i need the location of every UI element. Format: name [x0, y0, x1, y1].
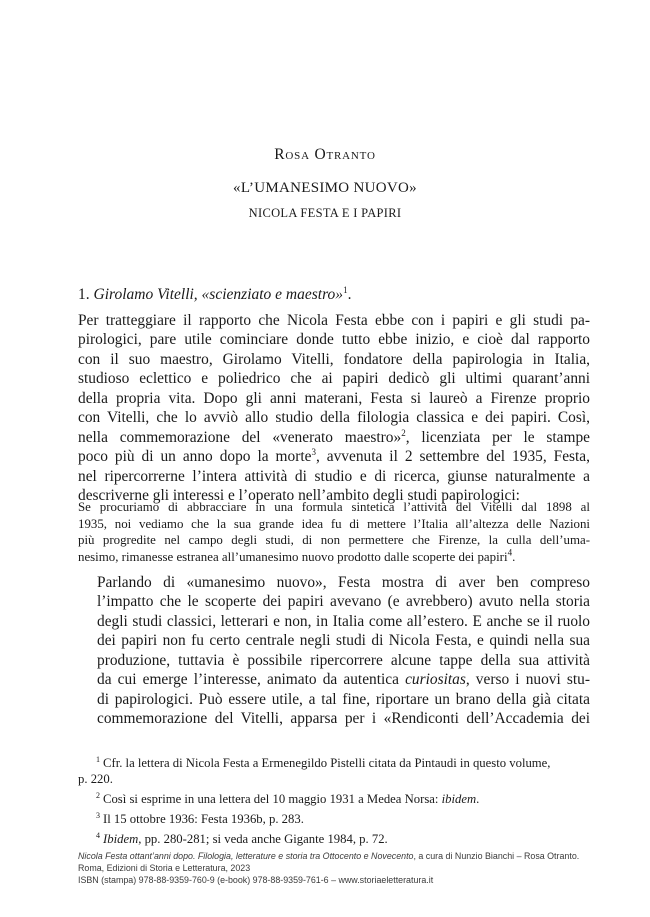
footnote-continuation: p. 220.: [78, 772, 113, 787]
text-line: produzione, tuttavia è possibile ripercorrere alcune tappe della sua attività: [97, 651, 590, 669]
footnote-number: 3: [96, 811, 100, 821]
book-editors: , a cura di Nunzio Bianchi – Rosa Otranto.: [413, 851, 580, 861]
footnote-ref[interactable]: 2: [401, 427, 406, 438]
footnote-ref[interactable]: 1: [343, 284, 348, 295]
text-line: [78, 447, 590, 466]
text-fragment: nella commemorazione del «venerato maestro»: [78, 428, 402, 446]
footnote: [78, 752, 590, 772]
footnote-italic: Ibidem: [103, 832, 139, 847]
section-heading: [78, 286, 351, 304]
footnote-text: Il 15 ottobre 1936: Festa 1936b, p. 283.: [103, 812, 304, 827]
quote-line: 1935, noi vediamo che la sua grande idea fu di mettere l’Italia all’altezza delle Nazioni: [78, 516, 590, 531]
section-title: Girolamo Vitelli, «scienziato e maestro»: [93, 286, 344, 303]
footnote: [78, 808, 590, 828]
imprint: [78, 850, 608, 886]
imprint-isbn: ISBN (stampa) 978-88-9359-760-9 (e-book) 978-88-9359-761-6 – www.storiaeletteratura.it: [78, 875, 434, 886]
footnote-number: 1: [96, 755, 100, 764]
text-fragment: , avvenuta il 2 settembre del 1935, Festa,: [315, 448, 590, 466]
footnote-text: Cfr. la lettera di Nicola Festa a Ermenegildo Pistelli citata da Pintaudi in questo volume,: [103, 756, 551, 771]
footnote-ref[interactable]: 4: [507, 547, 513, 558]
text-fragment: da cui emerge l’interesse, animato da autentica: [97, 671, 406, 689]
chapter-title: «L’UMANESIMO NUOVO»: [233, 180, 417, 196]
text-line: Parlando di «umanesimo nuovo», Festa mostra di aver ben compreso: [97, 574, 590, 591]
text-line: descriverne gli interessi e l’operato nell’ambito degli studi papirologici:: [78, 487, 520, 505]
text-fragment: poco più di un anno dopo la morte: [78, 448, 312, 466]
text-line: commemorazione del Vitelli, apparsa per i «Rendiconti dell’Accademia dei: [97, 710, 590, 728]
text-line: di papirologici. Può essere utile, a tal fine, riportare un brano della già citata: [97, 690, 590, 708]
section-number: 1.: [78, 286, 90, 303]
text-line: studioso eclettico e poliedrico che ai papiri dedicò gli ultimi quarant’anni: [78, 370, 590, 388]
footnote-text: , pp. 280-281; si veda anche Gigante 1984, p. 72.: [138, 832, 388, 847]
footnote-number: 4: [96, 831, 100, 841]
italic-term: curiositas: [405, 671, 466, 689]
footnote-ref[interactable]: 3: [311, 447, 316, 458]
paragraph-1: [78, 311, 590, 506]
text-fragment: , verso i nuovi stu-: [465, 671, 590, 689]
text-line: Per tratteggiare il rapporto che Nicola Festa ebbe con i papiri e gli studi pa-: [78, 312, 590, 329]
footnote: [78, 788, 590, 808]
text-line: dei papiri non fu certo centrale negli studi di Nicola Festa, e quindi nella sua: [97, 632, 590, 650]
text-line: con Vitelli, che lo avviò allo studio della filologia classica e dei papiri. Così,: [78, 409, 590, 427]
footnotes: [78, 752, 590, 848]
quote-line: più progredite nel campo degli studi, di non permettere che Firenze, la culla dell’uma-: [78, 533, 590, 548]
author-name: Rosa Otranto: [274, 146, 376, 163]
text-line: pirologici, pare utile cominciare donde tutto ebbe inizio, e cioè dal rapporto: [78, 331, 590, 349]
text-line: [78, 428, 590, 447]
section-end: .: [347, 286, 352, 303]
text-fragment: , licenziata per le stampe: [405, 428, 590, 446]
footnote-text: Così si esprime in una lettera del 10 maggio 1931 a Medea Norsa:: [103, 792, 442, 807]
quote-line: [78, 549, 590, 566]
footnote-text: .: [476, 792, 480, 807]
book-title: Nicola Festa ottant’anni dopo. Filologia, letterature e storia tra Ottocento e Novecento: [78, 851, 414, 861]
text-line: nel ripercorrerne l’intera attività di studio e di ricerca, giunse naturalmente a: [78, 467, 590, 485]
text-fragment: nesimo, rimanesse estranea all’umanesimo nuovo prodotto dalle scoperte dei papiri: [78, 550, 508, 565]
quote-line: Se procuriamo di abbracciare in una formula sintetica l’attività del Vitelli dal 1898 al: [78, 500, 590, 514]
block-quote: [78, 499, 590, 566]
text-line: degli studi classici, letterari e non, in Italia come all’estero. E anche se il ruolo: [97, 612, 590, 630]
text-line: della propria vita. Dopo gli anni materani, Festa si laureò a Firenze proprio: [78, 389, 590, 407]
text-line: [78, 670, 590, 689]
text-fragment: .: [512, 550, 516, 565]
text-line: l’impatto che le scoperte dei papiri avevano (e avrebbero) avuto nella storia: [97, 593, 590, 611]
paragraph-2: [78, 573, 590, 729]
footnote-italic: ibidem: [441, 792, 477, 807]
footnote: [78, 828, 590, 848]
chapter-subtitle: NICOLA FESTA E I PAPIRI: [248, 206, 402, 220]
footnote-number: 2: [96, 791, 100, 801]
imprint-line: [78, 850, 608, 862]
imprint-publisher: Roma, Edizioni di Storia e Letteratura, 2023: [78, 863, 251, 874]
text-line: con il suo maestro, Girolamo Vitelli, fondatore della papirologia in Italia,: [78, 350, 590, 368]
